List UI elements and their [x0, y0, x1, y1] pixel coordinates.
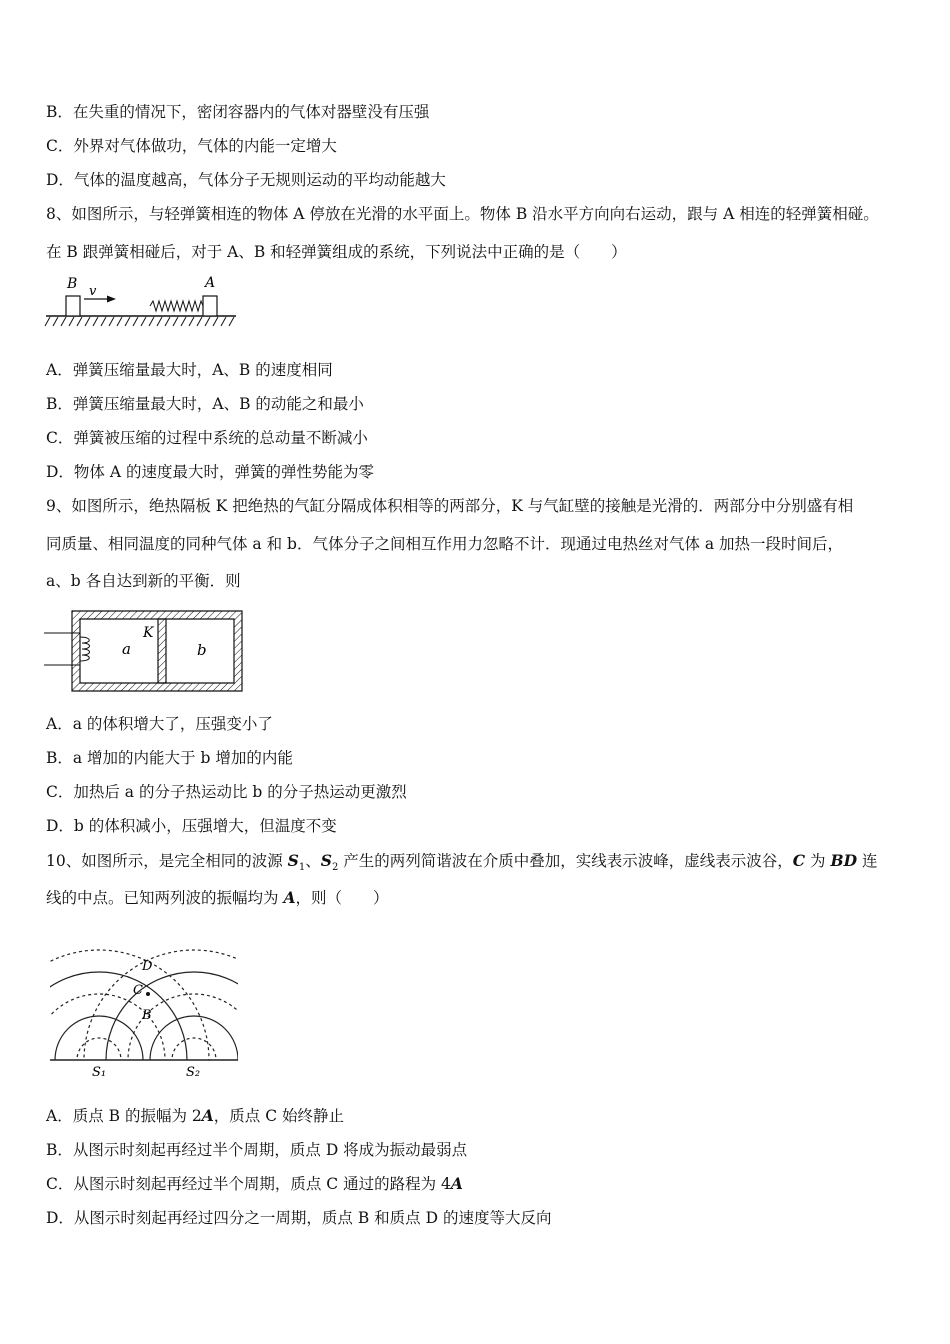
q8-option-d: D．物体 A 的速度最大时，弹簧的弹性势能为零	[46, 463, 374, 481]
q8-spring-figure	[44, 270, 240, 332]
q9-option-b: B．a 增加的内能大于 b 增加的内能	[46, 749, 293, 767]
q9-option-a: A．a 的体积增大了，压强变小了	[46, 715, 273, 733]
q9-stem-line1: 9、如图所示，绝热隔板 K 把绝热的气缸分隔成体积相等的两部分，K 与气缸壁的接触是光滑的．两部分中分别盛有相	[46, 497, 854, 515]
q8-option-b: B．弹簧压缩量最大时，A、B 的动能之和最小	[46, 395, 364, 413]
label-gas-a: a	[122, 640, 131, 658]
label-b: B	[142, 1008, 152, 1023]
spring	[150, 301, 203, 311]
q7-option-d: D．气体的温度越高，气体分子无规则运动的平均动能越大	[46, 171, 446, 189]
q9-stem-line2: 同质量、相同温度的同种气体 a 和 b．气体分子之间相互作用力忽略不计．现通过电热丝对气体 a 加热一段时间后，	[46, 535, 844, 553]
q10-option-d: D．从图示时刻起再经过四分之一周期，质点 B 和质点 D 的速度等大反向	[46, 1209, 552, 1227]
q10-option-c: C．从图示时刻起再经过半个周期，质点 C 通过的路程为 4A	[46, 1174, 463, 1193]
cylinder-wall	[72, 611, 242, 691]
q7-option-b: B．在失重的情况下，密闭容器内的气体对器壁没有压强	[46, 103, 430, 121]
label-a: A	[205, 275, 216, 291]
partition-k	[158, 619, 166, 683]
q10-option-b: B．从图示时刻起再经过半个周期，质点 D 将成为振动最弱点	[46, 1141, 468, 1159]
block-b	[66, 296, 80, 316]
q10-wave-figure	[44, 928, 260, 1084]
q8-stem-line1: 8、如图所示，与轻弹簧相连的物体 A 停放在光滑的水平面上。物体 B 沿水平方向向右运动，跟与 A 相连的轻弹簧相碰。	[46, 205, 879, 223]
label-v: v	[89, 284, 97, 299]
q8-option-c: C．弹簧被压缩的过程中系统的总动量不断减小	[46, 429, 368, 447]
q8-stem-line2: 在 B 跟弹簧相碰后，对于 A、B 和轻弹簧组成的系统，下列说法中正确的是（ ）	[46, 243, 627, 261]
label-k: K	[143, 625, 154, 641]
label-b: B	[67, 276, 78, 292]
q9-stem-line3: a、b 各自达到新的平衡．则	[46, 572, 241, 590]
q9-cylinder-figure	[44, 605, 250, 697]
q10-option-a: A．质点 B 的振幅为 2A，质点 C 始终静止	[46, 1106, 344, 1125]
q9-option-d: D．b 的体积减小，压强增大，但温度不变	[46, 817, 337, 835]
label-gas-b: b	[197, 641, 207, 659]
q10-stem-line1: 10、如图所示，是完全相同的波源 $S_1$、$S_2$ 产生的两列简谐波在介质中叠加，实线表示波峰，虚线表示波谷，C 为 BD 连	[46, 851, 878, 874]
heating-wire	[80, 637, 90, 661]
q9-option-c: C．加热后 a 的分子热运动比 b 的分子热运动更激烈	[46, 783, 407, 801]
q10-stem-line2: 线的中点。已知两列波的振幅均为 A，则（ ）	[46, 888, 389, 907]
label-d: D	[142, 959, 153, 974]
label-c: C	[133, 983, 143, 998]
label-s2: S₂	[186, 1065, 201, 1080]
q7-option-c: C．外界对气体做功，气体的内能一定增大	[46, 137, 337, 155]
q8-option-a: A．弹簧压缩量最大时，A、B 的速度相同	[46, 361, 333, 379]
block-a	[203, 296, 217, 316]
label-s1: S₁	[92, 1065, 107, 1080]
point-c	[146, 992, 150, 996]
